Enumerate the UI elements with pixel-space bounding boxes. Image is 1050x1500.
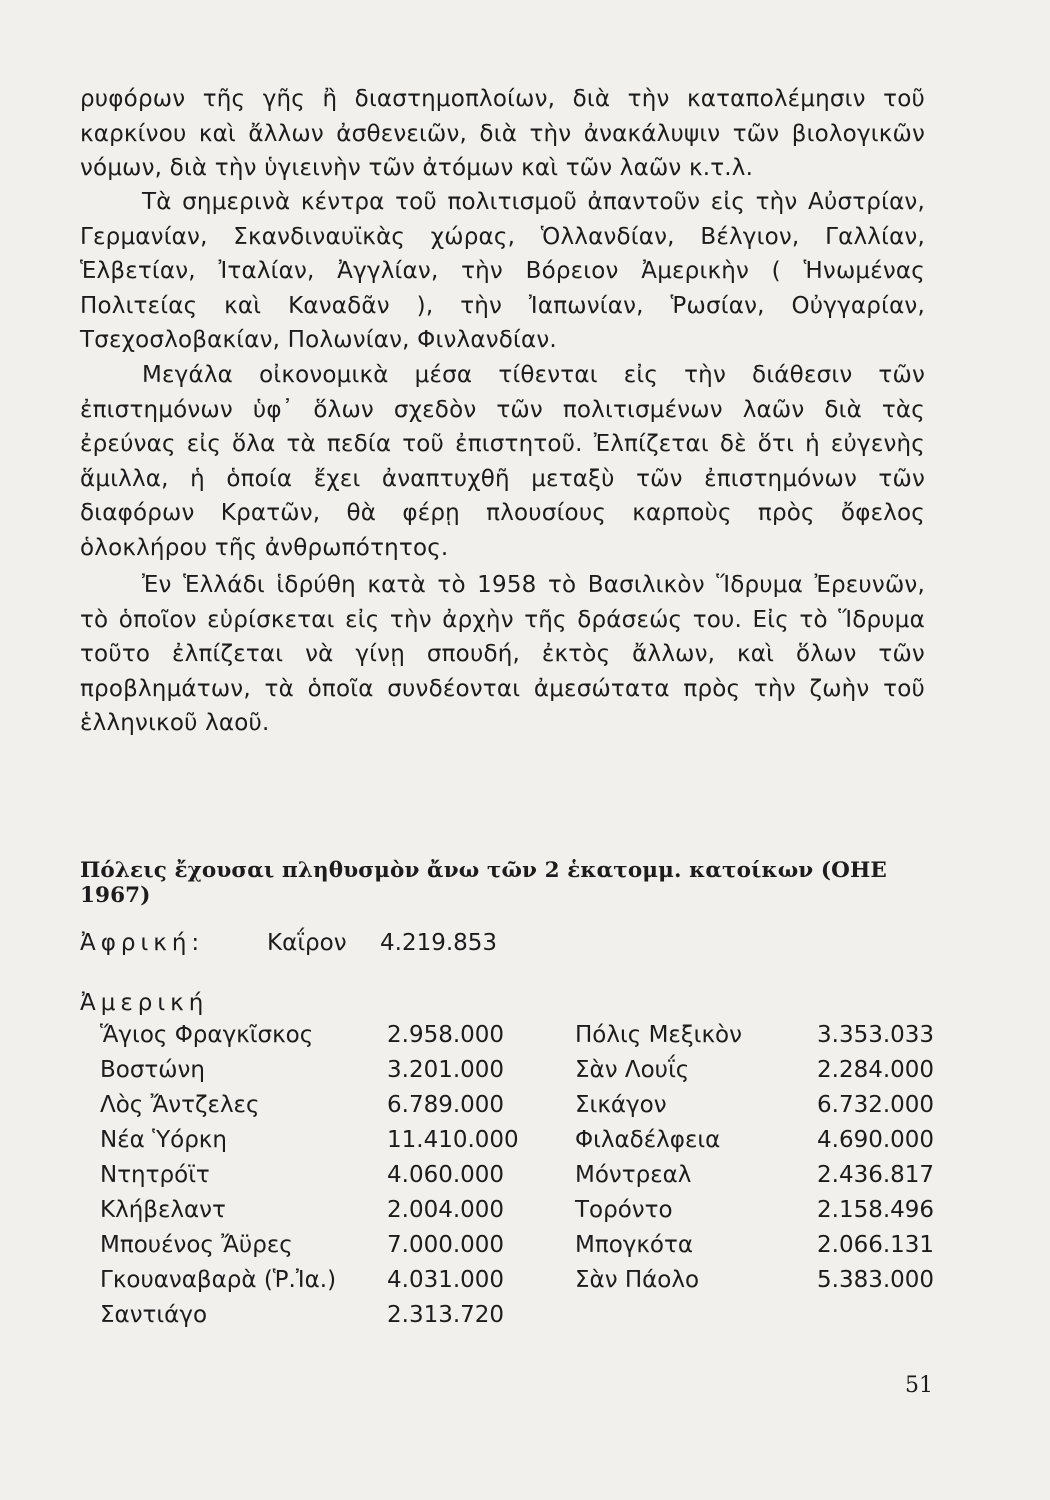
table-row	[80, 1092, 960, 1127]
city-name: Πόλις Μεξικὸν	[575, 1022, 742, 1048]
paragraph-text: Μεγάλα οἰκονομικὰ μέσα τίθενται εἰς τὴν διάθεσιν τῶν ἐπιστημόνων ὑφ᾽ ὅλων σχεδὸν τῶν πολιτισμένων λαῶν διὰ τὰς ἐρεύνας εἰς ὅλα τὰ πεδία τοῦ ἐπιστητοῦ. Ἐλπίζεται δὲ ὅτι ἡ εὐγενὴς ἅμιλλα, ἡ ὁποία ἔχει ἀναπτυχθῆ μεταξὺ τῶν ἐπιστημόνων τῶν διαφόρων Κρατῶν, θὰ φέρῃ πλουσίους καρποὺς πρὸς ὄφελος ὁλοκλήρου τῆς ἀνθρωπότητος.	[80, 362, 925, 561]
city-name: Λὸς Ἄντζελες	[100, 1092, 260, 1118]
city-population: 5.383.000	[817, 1267, 935, 1293]
city-name: Καΐρον	[267, 930, 347, 956]
city-name: Βοστώνη	[100, 1057, 205, 1083]
table-row	[80, 1197, 960, 1232]
paragraph-text: ρυφόρων τῆς γῆς ἢ διαστημοπλοίων, διὰ τὴν καταπολέμησιν τοῦ καρκίνου καὶ ἄλλων ἀσθενειῶν, διὰ τὴν ἀνακάλυψιν τῶν βιολογικῶν νόμων, διὰ τὴν ὑγιεινὴν τῶν ἀτόμων καὶ τῶν λαῶν κ.τ.λ.	[80, 86, 925, 181]
city-name: Μπογκότα	[575, 1232, 694, 1258]
city-name: Ἅγιος Φραγκῖσκος	[100, 1022, 314, 1048]
city-name: Τορόντο	[575, 1197, 673, 1223]
city-population: 4.690.000	[817, 1127, 935, 1153]
city-population: 11.410.000	[387, 1127, 519, 1153]
city-name: Φιλαδέλφεια	[575, 1127, 721, 1153]
city-population: 3.353.033	[817, 1022, 935, 1048]
region-africa	[80, 930, 498, 956]
city-population: 2.958.000	[387, 1022, 505, 1048]
city-population: 6.732.000	[817, 1092, 935, 1118]
paragraph-4	[80, 568, 925, 741]
table-row	[80, 1232, 960, 1267]
city-name: Κλήβελαντ	[100, 1197, 226, 1223]
table-row	[80, 1302, 960, 1337]
city-population: 4.060.000	[387, 1162, 505, 1188]
city-name: Σικάγον	[575, 1092, 667, 1118]
region-label: Ἀφρική:	[80, 930, 205, 956]
city-population: 2.158.496	[817, 1197, 935, 1223]
city-population: 6.789.000	[387, 1092, 505, 1118]
city-population: 4.219.853	[380, 930, 498, 956]
city-name: Σαντιάγο	[100, 1302, 208, 1328]
paragraph-2	[80, 185, 925, 358]
population-table	[80, 1022, 960, 1337]
city-population: 2.066.131	[817, 1232, 935, 1258]
table-row	[80, 1162, 960, 1197]
city-population: 4.031.000	[387, 1267, 505, 1293]
city-name: Σὰν Λουΐς	[575, 1057, 690, 1083]
paragraph-text: Τὰ σημερινὰ κέντρα τοῦ πολιτισμοῦ ἀπαντοῦν εἰς τὴν Αὐστρίαν, Γερμανίαν, Σκανδιναυϊκὰς χώρας, Ὁλλανδίαν, Βέλγιον, Γαλλίαν, Ἑλβετίαν, Ἰταλίαν, Ἀγγλίαν, τὴν Βόρειον Ἀμερικὴν ( Ἡνωμένας Πολιτείας καὶ Καναδᾶν ), τὴν Ἰαπωνίαν, Ῥωσίαν, Οὐγγαρίαν, Τσεχοσλοβακίαν, Πολωνίαν, Φινλανδίαν.	[80, 189, 925, 353]
city-name: Σὰν Πάολο	[575, 1267, 700, 1293]
page-number: 51	[905, 1373, 933, 1398]
city-name: Νέα Ὑόρκη	[100, 1127, 227, 1153]
table-heading: Πόλεις ἔχουσαι πληθυσμὸν ἄνω τῶν 2 ἑκατομμ. κατοίκων (ΟΗΕ 1967)	[80, 858, 887, 908]
city-name: Ντητρόϊτ	[100, 1162, 210, 1188]
table-row	[80, 1022, 960, 1057]
table-row	[80, 1267, 960, 1302]
city-name: Γκουαναβαρὰ (Ῥ.Ἰα.)	[100, 1267, 337, 1293]
paragraph-1	[80, 82, 925, 186]
table-row	[80, 1127, 960, 1162]
city-population: 2.004.000	[387, 1197, 505, 1223]
city-population: 2.284.000	[817, 1057, 935, 1083]
paragraph-3	[80, 358, 925, 565]
city-population: 7.000.000	[387, 1232, 505, 1258]
city-name: Μπουένος Ἄϋρες	[100, 1232, 293, 1258]
region-america-label: Ἀμερική	[80, 990, 209, 1016]
city-population: 3.201.000	[387, 1057, 505, 1083]
table-row	[80, 1057, 960, 1092]
city-population: 2.436.817	[817, 1162, 935, 1188]
city-name: Μόντρεαλ	[575, 1162, 692, 1188]
paragraph-text: Ἐν Ἑλλάδι ἱδρύθη κατὰ τὸ 1958 τὸ Βασιλικὸν Ἵδρυμα Ἐρευνῶν, τὸ ὁποῖον εὑρίσκεται εἰς τὴν ἀρχὴν τῆς δράσεώς του. Εἰς τὸ Ἵδρυμα τοῦτο ἐλπίζεται νὰ γίνῃ σπουδή, ἐκτὸς ἄλλων, καὶ ὅλων τῶν προβλημάτων, τὰ ὁποῖα συνδέονται ἀμεσώτατα πρὸς τὴν ζωὴν τοῦ ἑλληνικοῦ λαοῦ.	[80, 572, 925, 736]
city-population: 2.313.720	[387, 1302, 505, 1328]
